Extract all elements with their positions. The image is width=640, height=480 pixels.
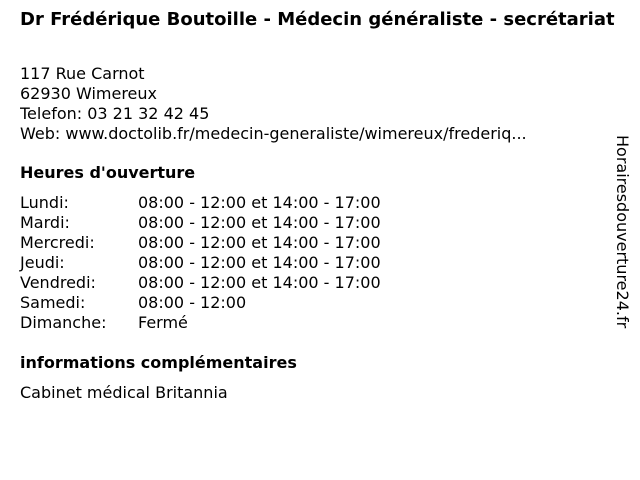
- day-label: Mercredi:: [20, 233, 95, 252]
- website: Web: www.doctolib.fr/medecin-generaliste/wimereux/frederiq...: [20, 124, 527, 143]
- additional-info-text: Cabinet médical Britannia: [20, 383, 228, 402]
- hours-row: [20, 273, 381, 293]
- street-address: 117 Rue Carnot: [20, 64, 145, 83]
- day-hours: 08:00 - 12:00 et 14:00 - 17:00: [138, 193, 381, 212]
- day-hours: 08:00 - 12:00: [138, 293, 247, 312]
- hours-row: [20, 233, 381, 253]
- opening-hours-table: [20, 193, 381, 333]
- day-label: Lundi:: [20, 193, 69, 212]
- business-title: Dr Frédérique Boutoille - Médecin généraliste - secrétariat: [20, 9, 615, 30]
- hours-row: [20, 313, 381, 333]
- day-hours: Fermé: [138, 313, 188, 332]
- day-label: Mardi:: [20, 213, 70, 232]
- hours-row: [20, 213, 381, 233]
- phone-number: Telefon: 03 21 32 42 45: [20, 104, 210, 123]
- day-label: Dimanche:: [20, 313, 107, 332]
- day-label: Vendredi:: [20, 273, 96, 292]
- day-hours: 08:00 - 12:00 et 14:00 - 17:00: [138, 213, 381, 232]
- hours-row: [20, 293, 381, 313]
- day-label: Jeudi:: [20, 253, 65, 272]
- additional-info-heading: informations complémentaires: [20, 353, 297, 372]
- opening-hours-heading: Heures d'ouverture: [20, 163, 196, 182]
- hours-row: [20, 253, 381, 273]
- hours-row: [20, 193, 381, 213]
- day-hours: 08:00 - 12:00 et 14:00 - 17:00: [138, 273, 381, 292]
- day-label: Samedi:: [20, 293, 86, 312]
- site-watermark: Horairesdouverture24.fr: [613, 135, 632, 329]
- city: 62930 Wimereux: [20, 84, 158, 103]
- address-block: [20, 64, 600, 144]
- day-hours: 08:00 - 12:00 et 14:00 - 17:00: [138, 233, 381, 252]
- day-hours: 08:00 - 12:00 et 14:00 - 17:00: [138, 253, 381, 272]
